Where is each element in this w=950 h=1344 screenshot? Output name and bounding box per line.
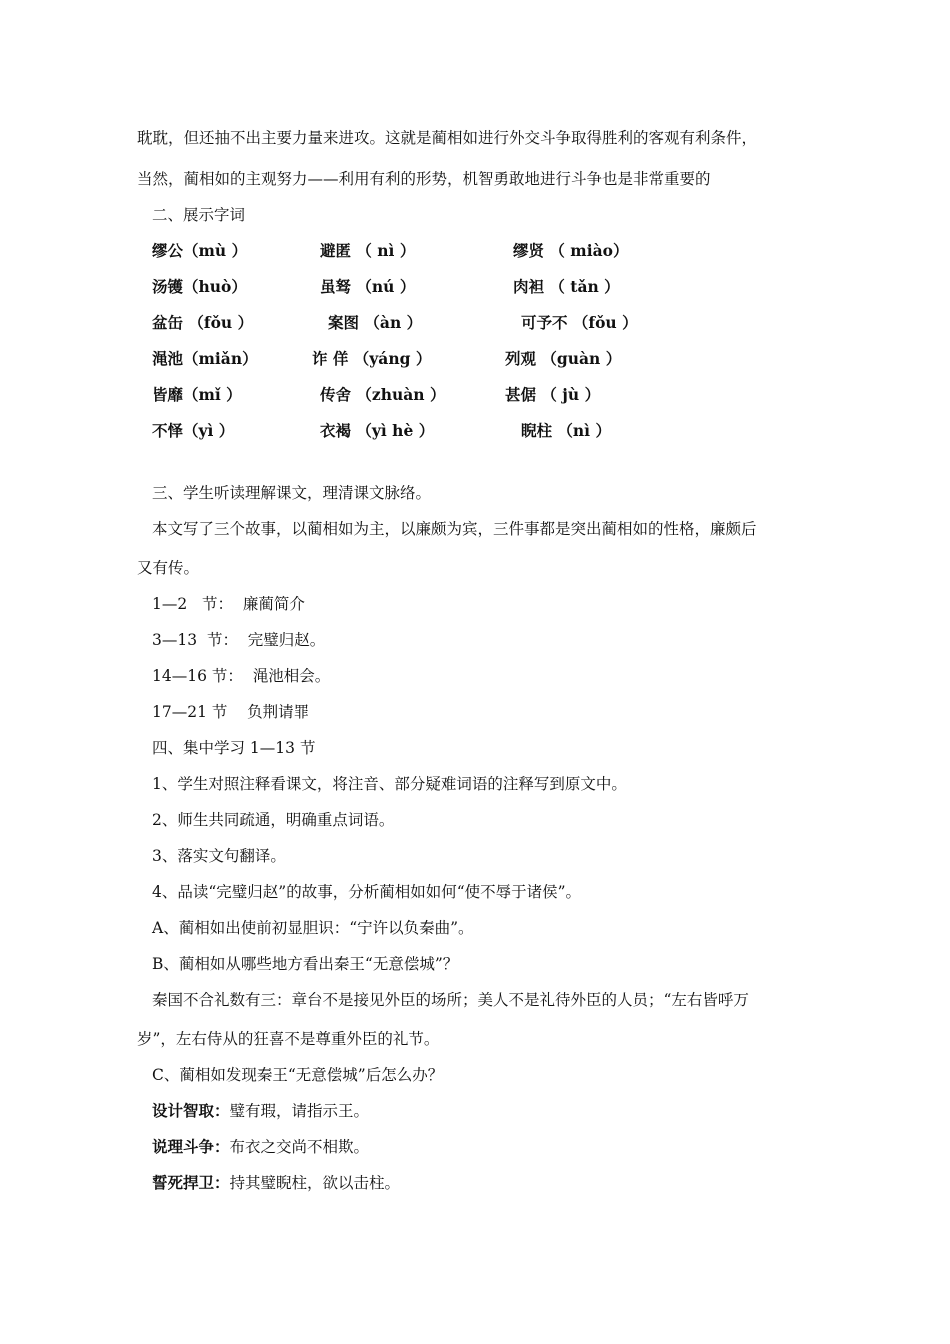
action-item (152, 1101, 369, 1121)
action-label: 誓死捍卫： (152, 1173, 230, 1192)
vocab-item: 汤镬（huò） (152, 277, 247, 296)
step-item: 2、师生共同疏通，明确重点词语。 (152, 811, 395, 829)
vocab-item: 不怿（yì ） (152, 421, 235, 440)
vocab-item: 甚倨 （ jù ） (505, 385, 601, 404)
action-label: 设计智取： (152, 1101, 230, 1120)
action-label: 说理斗争： (152, 1137, 230, 1156)
action-text: 布衣之交尚不相欺。 (229, 1138, 370, 1156)
vocab-item: 虽驽 （nú ） (320, 277, 416, 296)
vocab-item: 避匿 （ nì ） (320, 241, 416, 260)
step-item: B、蔺相如从哪些地方看出秦王“无意偿城”？ (152, 955, 459, 973)
vocab-item: 缪公（mù ） (152, 241, 248, 260)
section-heading: 三、学生听读理解课文，理清课文脉络。 (152, 484, 432, 502)
action-item (152, 1173, 400, 1193)
vocab-item: 睨柱 （nì ） (521, 421, 611, 440)
action-text: 璧有瑕，请指示王。 (229, 1102, 370, 1120)
section-heading: 二、展示字词 (152, 206, 246, 224)
vocab-item: 肉袒 （ tǎn ） (513, 277, 620, 296)
step-item: 3、落实文句翻译。 (152, 847, 286, 865)
vocab-item: 盆缶 （fǒu ） (152, 313, 254, 332)
action-text: 持其璧睨柱，欲以击柱。 (229, 1174, 401, 1192)
paragraph-line: 又有传。 (137, 559, 200, 577)
vocab-item: 缪贤 （ miào） (513, 241, 629, 260)
vocab-item: 渑池（miǎn） (152, 349, 258, 368)
step-item: 4、品读“完璧归赵”的故事，分析蔺相如如何“使不辱于诸侯”。 (152, 883, 582, 901)
outline-item: 14—16 节： 渑池相会。 (152, 667, 331, 685)
step-item: C、蔺相如发现秦王“无意偿城”后怎么办？ (152, 1066, 444, 1084)
outline-item: 3—13 节： 完璧归赵。 (152, 631, 326, 649)
vocab-item: 案图 （àn ） (328, 313, 423, 332)
vocab-item: 传舍 （zhuàn ） (320, 385, 446, 404)
vocab-item: 衣褐 （yì hè ） (320, 421, 435, 440)
vocab-item: 皆靡（mǐ ） (152, 385, 242, 404)
outline-item: 17—21 节 负荆请罪 (152, 703, 310, 721)
action-item (152, 1137, 369, 1157)
vocab-item: 列观 （guàn ） (505, 349, 622, 368)
step-item: 1、学生对照注释看课文，将注音、部分疑难词语的注释写到原文中。 (152, 775, 627, 793)
vocab-item: 诈 佯 （yáng ） (312, 349, 432, 368)
vocab-item: 可予不 （fǒu ） (521, 313, 638, 332)
paragraph-line: 当然，蔺相如的主观努力——利用有利的形势，机智勇敢地进行斗争也是非常重要的 (137, 170, 711, 188)
outline-item: 1—2 节： 廉蔺简介 (152, 595, 305, 613)
step-item: A、蔺相如出使前初显胆识：“宁许以负秦曲”。 (152, 919, 474, 937)
section-heading: 四、集中学习 1—13 节 (152, 739, 316, 757)
paragraph-line: 本文写了三个故事，以蔺相如为主，以廉颇为宾，三件事都是突出蔺相如的性格，廉颇后 (152, 520, 757, 538)
paragraph-line: 耽耽，但还抽不出主要力量来进攻。这就是蔺相如进行外交斗争取得胜利的客观有利条件， (137, 129, 758, 147)
paragraph-line: 秦国不合礼数有三：章台不是接见外臣的场所；美人不是礼待外臣的人员；“左右皆呼万 (152, 991, 749, 1009)
paragraph-line: 岁”，左右侍从的狂喜不是尊重外臣的礼节。 (137, 1030, 440, 1048)
